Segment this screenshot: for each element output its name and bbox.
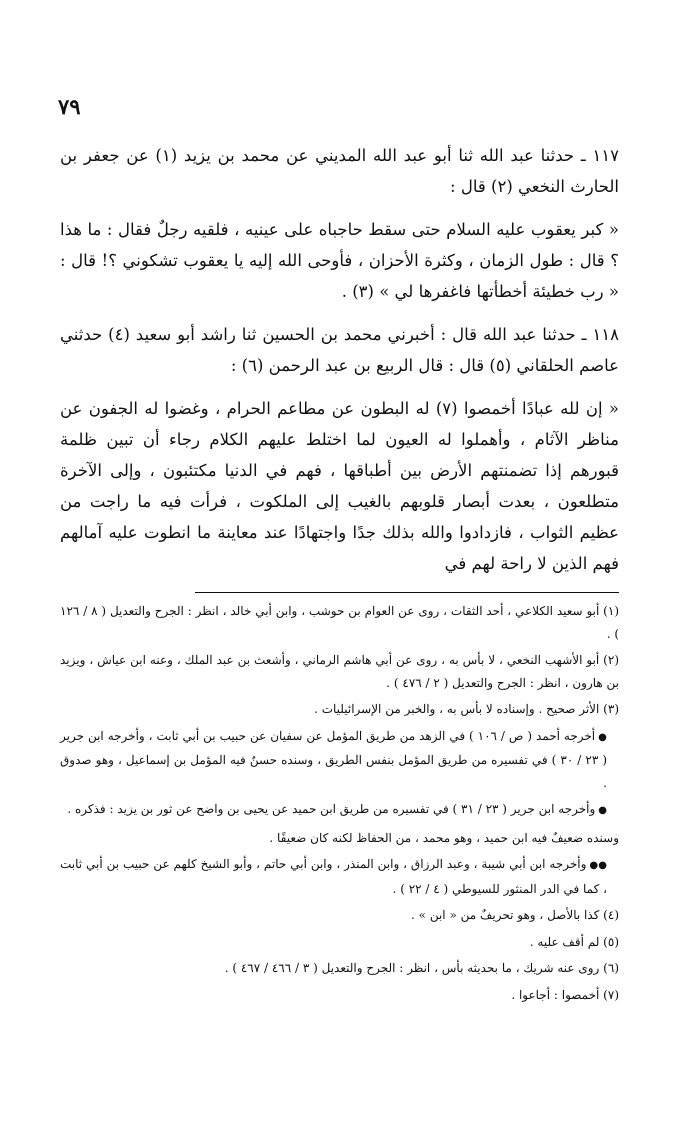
bullet-icon: ● [598, 805, 607, 816]
footnote-3-takhrij-3-text: وأخرجه ابن أبي شيبة ، وعبد الرزاق ، وابن المنذر ، وابن أبي حاتم ، وأبو الشيخ كلهم عن حبيب بن أبي ثابت ، كما في الدر المنثور للسيوطي ( ٤ / ٢٢ ) . [60, 857, 607, 896]
page-number: ٧٩ [58, 94, 81, 119]
footnote-1: (١) أبو سعيد الكلاعي ، أحد الثقات ، روى عن العوام بن حوشب ، وابن أبي خالد ، انظر : الجرح والتعديل ( ٨ / ١٢٦ ) . [60, 604, 619, 641]
footnote-3-takhrij-1 [60, 725, 607, 795]
paragraph-117-isnad: ١١٧ ـ حدثنا عبد الله ثنا أبو عبد الله المديني عن محمد بن يزيد (١) عن جعفر بن الحارث النخعي (٢) قال : [60, 146, 619, 196]
paragraph-117-quote: « كبر يعقوب عليه السلام حتى سقط حاجباه على عينيه ، فلقيه رجلٌ فقال : ما هذا ؟ قال : طول الزمان ، وكثرة الأحزان ، فأوحى الله إليه يا يعقوب تشكوني ؟! قال : « رب خطيئة أخطأتها فاغفرها لي » (٣) . [60, 220, 619, 301]
main-text [60, 140, 619, 591]
double-bullet-icon: ●● [589, 860, 608, 871]
footnote-3-takhrij-3 [60, 853, 607, 900]
footnote-3-takhrij-2-text: وأخرجه ابن جرير ( ٢٣ / ٣١ ) في تفسيره من طريق ابن حميد عن يحيى بن واضح عن ثور بن يزيد : فذكره . [67, 802, 596, 816]
footnote-divider [195, 592, 619, 593]
footnote-3-takhrij-1-text: أخرجه أحمد ( ص / ١٠٦ ) في الزهد من طريق المؤمل عن سفيان عن حبيب بن أبي ثابت ، وأخرجه ابن جرير ( ٢٣ / ٣٠ ) في تفسيره من طريق المؤمل بنفس الطريق ، وسنده حسنٌ فيه المؤمل بن إسماعيل ، وهو صدوق . [60, 728, 608, 790]
footnote-5: (٥) لم أقف عليه . [529, 934, 619, 949]
footnote-4: (٤) كذا بالأصل ، وهو تحريفٌ من « ابن » . [411, 908, 619, 922]
footnote-3: (٣) الأثر صحيح . وإسناده لا بأس به ، والخبر من الإسرائيليات . [314, 702, 619, 716]
paragraph-118-isnad: ١١٨ ـ حدثنا عبد الله قال : أخبرني محمد بن الحسين ثنا راشد أبو سعيد (٤) حدثني عاصم الحلقاني (٥) قال : قال الربيع بن عبد الرحمن (٦) : [60, 325, 619, 375]
bullet-icon: ● [598, 731, 607, 743]
paragraph-118-quote: « إن لله عبادًا أخمصوا (٧) له البطون عن مطاعم الحرام ، وغضوا له الجفون عن مناظر الآثام ، وأهملوا له العيون لما اختلط عليهم الكلام رجاء أن تبين ظلمة قبورهم إذا تضمنتهم الأرض بين أطباقها ، فهم في الدنيا مكتئبون ، وإلى الآخرة متطلعون ، بعدت أبصار قلوبهم بالغيب إلى الملكوت ، فرأت فيه ما راجت من عظيم الثواب ، فازدادوا والله بذلك جدًا واجتهادًا عند معاينة ما انطوت عليه آمالهم فهم الذين لا راحة لهم في [60, 399, 619, 573]
footnote-3-takhrij-2 [60, 798, 607, 823]
scan-speck [22, 1090, 48, 1098]
footnote-2: (٢) أبو الأشهب النخعي ، لا بأس به ، روى عن أبي هاشم الرماني ، وأشعث بن عبد الملك ، وعنه ابن عياش ، ويزيد بن هارون ، انظر : الجرح والتعديل ( ٢ / ٤٧٦ ) . [60, 653, 619, 690]
footnote-7: (٧) أخمصوا : أجاعوا . [511, 987, 619, 1002]
footnote-3-grading: وسنده ضعيفٌ فيه ابن حميد ، وهو محمد ، من الحفاظ لكنه كان ضعيفًا . [269, 830, 619, 845]
footnotes [60, 600, 619, 1010]
footnote-6: (٦) روى عنه شريك ، ما بحديثه بأس ، انظر : الجرح والتعديل ( ٣ / ٤٦٦ / ٤٦٧ ) . [224, 961, 619, 975]
